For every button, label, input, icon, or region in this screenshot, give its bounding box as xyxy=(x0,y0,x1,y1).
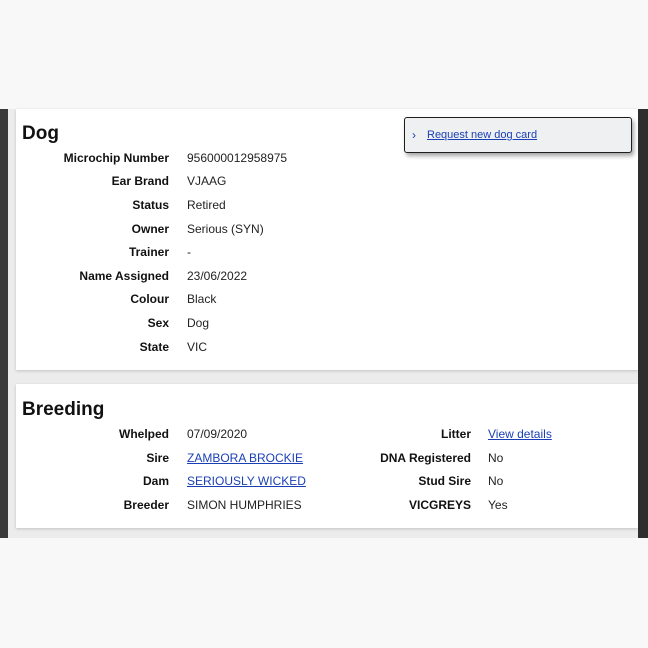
field-label: Ear Brand xyxy=(111,174,169,188)
dam-link[interactable]: SERIOUSLY WICKED xyxy=(187,474,306,488)
field-label: Breeder xyxy=(123,498,169,512)
field-value: VIC xyxy=(187,340,208,354)
field-value: SIMON HUMPHRIES xyxy=(187,498,302,512)
field-label: DNA Registered xyxy=(380,451,471,465)
field-label: Microchip Number xyxy=(63,151,169,165)
field-label: Name Assigned xyxy=(79,269,169,283)
field-label: Stud Sire xyxy=(418,474,471,488)
screen-edge xyxy=(638,109,648,538)
request-dog-card-panel xyxy=(404,117,632,153)
litter-view-details-link[interactable]: View details xyxy=(488,427,552,441)
request-new-dog-card-link[interactable]: Request new dog card xyxy=(427,129,538,141)
field-label: VICGREYS xyxy=(408,498,471,512)
field-value: 07/09/2020 xyxy=(187,427,248,441)
field-label: Colour xyxy=(130,292,169,306)
breeding-card xyxy=(16,384,638,528)
field-label: Litter xyxy=(441,427,471,441)
field-value: 23/06/2022 xyxy=(187,269,248,283)
field-value: Yes xyxy=(488,498,508,512)
field-label: Owner xyxy=(131,222,169,236)
screen-frame xyxy=(0,109,648,538)
page-content xyxy=(8,109,638,538)
field-value: 956000012958975 xyxy=(187,151,288,165)
chevron-right-icon: › xyxy=(412,128,416,142)
breeding-heading: Breeding xyxy=(22,399,105,420)
field-label: Sex xyxy=(147,316,169,330)
field-label: Sire xyxy=(146,451,169,465)
field-label: Trainer xyxy=(128,245,169,259)
field-label: Dam xyxy=(142,474,169,488)
field-value: No xyxy=(488,451,504,465)
field-label: Status xyxy=(132,198,169,212)
field-label: Whelped xyxy=(119,427,169,441)
field-value: Dog xyxy=(187,316,210,330)
dog-card xyxy=(16,109,638,370)
field-value: Retired xyxy=(187,198,226,212)
field-value: VJAAG xyxy=(187,174,227,188)
field-label: State xyxy=(139,340,169,354)
dog-heading: Dog xyxy=(22,123,59,144)
field-value: Serious (SYN) xyxy=(187,222,264,236)
field-value: No xyxy=(488,474,504,488)
field-value: - xyxy=(187,245,191,259)
sire-link[interactable]: ZAMBORA BROCKIE xyxy=(187,451,304,465)
field-value: Black xyxy=(187,292,217,306)
